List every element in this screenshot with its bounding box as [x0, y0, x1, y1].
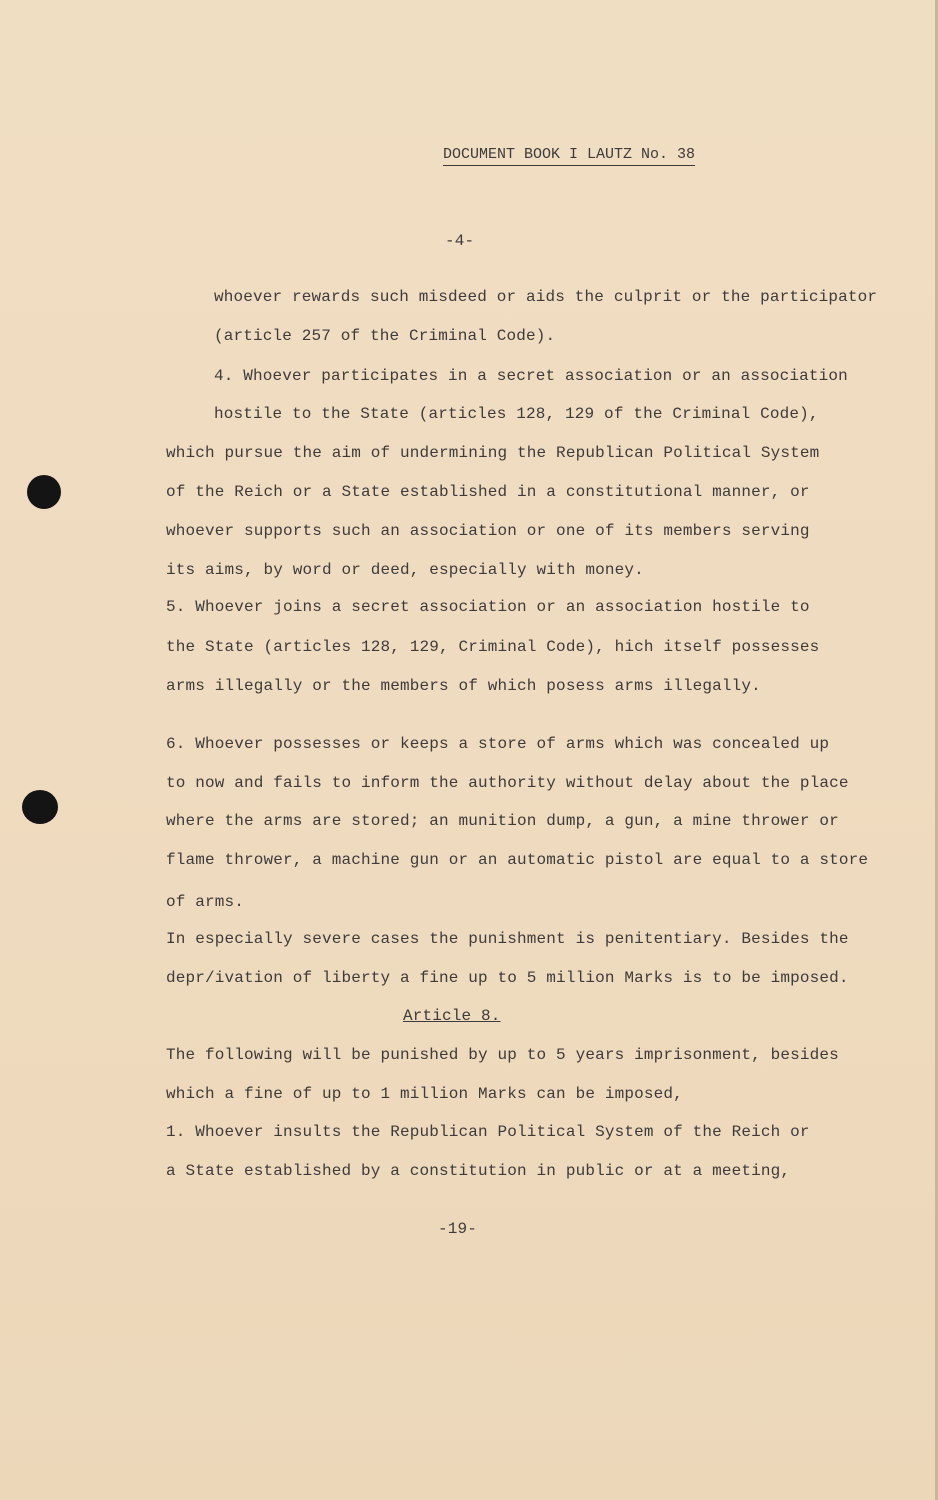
text-line: hostile to the State (articles 128, 129 of the Criminal Code),	[214, 405, 819, 423]
text-line: to now and fails to inform the authority without delay about the place	[166, 774, 849, 792]
text-line: whoever rewards such misdeed or aids the culprit or the participator	[214, 288, 878, 306]
page-marker: -4-	[445, 232, 475, 250]
article-heading: Article 8.	[403, 1007, 501, 1025]
text-line: depr/ivation of liberty a fine up to 5 million Marks is to be imposed.	[166, 969, 849, 987]
text-line: arms illegally or the members of which posess arms illegally.	[166, 677, 761, 695]
text-line: (article 257 of the Criminal Code).	[214, 327, 556, 345]
text-line: a State established by a constitution in public or at a meeting,	[166, 1162, 791, 1180]
text-line: which a fine of up to 1 million Marks can be imposed,	[166, 1085, 683, 1103]
text-line: of arms.	[166, 893, 245, 911]
text-line: the State (articles 128, 129, Criminal Code), hich itself possesses	[166, 638, 820, 656]
text-line: 1. Whoever insults the Republican Political System of the Reich or	[166, 1123, 810, 1141]
text-line: which pursue the aim of undermining the Republican Political System	[166, 444, 820, 462]
text-line: flame thrower, a machine gun or an automatic pistol are equal to a store	[166, 851, 869, 869]
page-number: -19-	[438, 1220, 478, 1238]
text-line: The following will be punished by up to 5 years imprisonment, besides	[166, 1046, 839, 1064]
text-line: whoever supports such an association or one of its members serving	[166, 522, 810, 540]
text-line: of the Reich or a State established in a constitutional manner, or	[166, 483, 810, 501]
punch-hole-bottom	[22, 790, 58, 824]
text-line: its aims, by word or deed, especially with money.	[166, 561, 644, 579]
text-line: 5. Whoever joins a secret association or an association hostile to	[166, 598, 810, 616]
text-line: where the arms are stored; an munition dump, a gun, a mine thrower or	[166, 812, 839, 830]
document-reference: DOCUMENT BOOK I LAUTZ No. 38	[443, 146, 695, 166]
text-line: 4. Whoever participates in a secret association or an association	[214, 367, 848, 385]
punch-hole-top	[27, 475, 61, 509]
text-line: In especially severe cases the punishment is penitentiary. Besides the	[166, 930, 849, 948]
text-line: 6. Whoever possesses or keeps a store of arms which was concealed up	[166, 735, 830, 753]
